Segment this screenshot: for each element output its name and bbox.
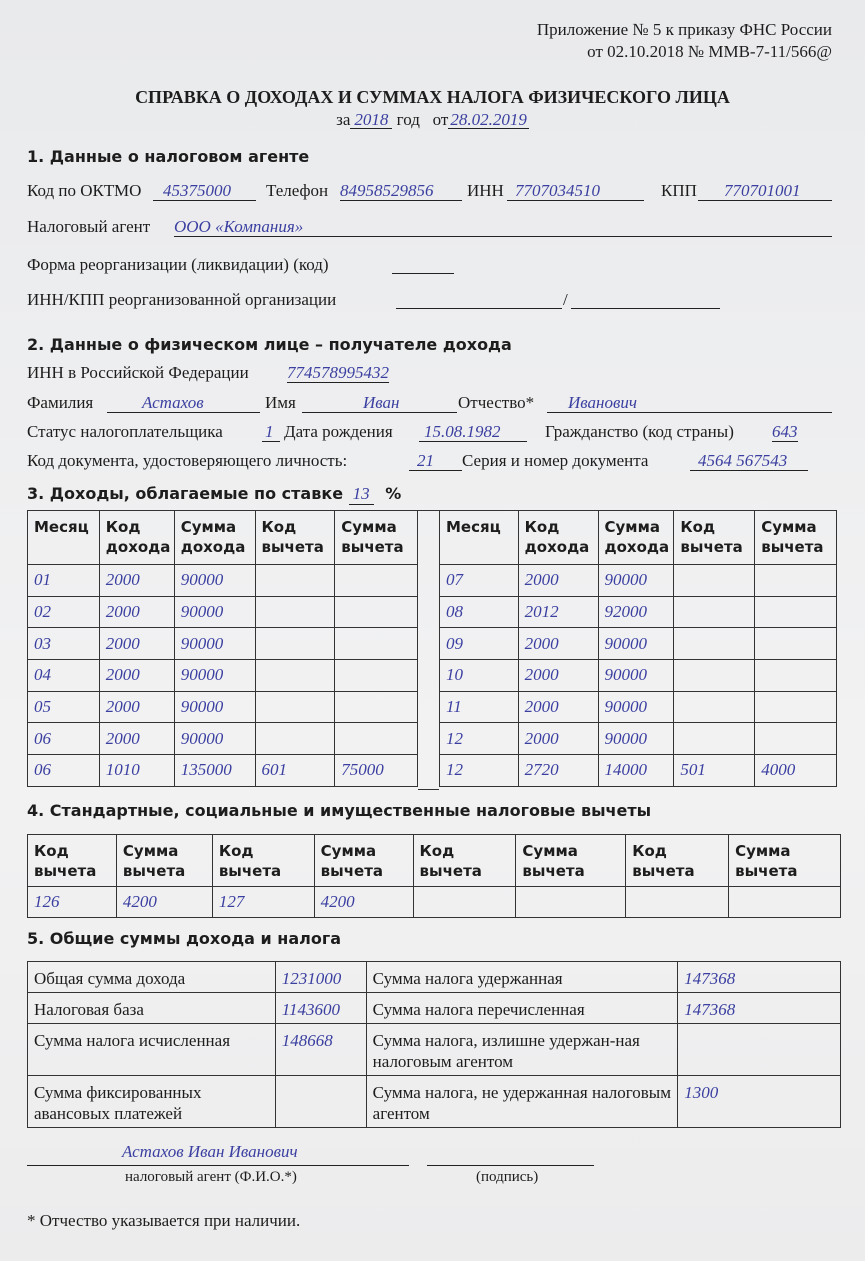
appendix-line-2: от 02.10.2018 № ММВ-7-11/566@ bbox=[587, 42, 832, 61]
birth-label: Дата рождения bbox=[284, 422, 393, 441]
period-god: год bbox=[396, 110, 420, 129]
income-cell: 02 bbox=[28, 596, 100, 628]
income-table-left bbox=[27, 510, 418, 787]
income-cell: 1010 bbox=[99, 755, 174, 787]
totals-label: Сумма налога перечисленная bbox=[366, 993, 678, 1024]
income-cell bbox=[255, 596, 335, 628]
totals-row bbox=[28, 1024, 841, 1076]
income-cell bbox=[255, 723, 335, 755]
income-cell bbox=[674, 596, 755, 628]
footnote: * Отчество указывается при наличии. bbox=[27, 1211, 301, 1230]
section-4-title: 4. Стандартные, социальные и имущественные налоговые вычеты bbox=[27, 801, 652, 820]
header-month: Месяц bbox=[440, 511, 519, 565]
doc-series-value: 4564 567543 bbox=[690, 451, 808, 471]
income-cell: 12 bbox=[440, 723, 519, 755]
deduction-cell bbox=[516, 887, 626, 918]
totals-value: 147368 bbox=[678, 962, 841, 993]
appendix-line-1: Приложение № 5 к приказу ФНС России bbox=[536, 20, 832, 39]
surname-label: Фамилия bbox=[27, 393, 94, 412]
birth-value: 15.08.1982 bbox=[419, 422, 527, 442]
income-cell: 90000 bbox=[174, 628, 255, 660]
income-row bbox=[440, 691, 837, 723]
income-cell: 2000 bbox=[518, 565, 598, 597]
reorg-label: Форма реорганизации (ликвидации) (код) bbox=[27, 255, 329, 274]
income-row bbox=[440, 596, 837, 628]
deduction-cell bbox=[413, 887, 516, 918]
income-cell: 90000 bbox=[174, 565, 255, 597]
income-cell: 2000 bbox=[99, 596, 174, 628]
table-gap bbox=[418, 510, 439, 790]
income-cell: 2000 bbox=[518, 691, 598, 723]
income-cell: 2000 bbox=[99, 565, 174, 597]
income-cell: 2000 bbox=[518, 723, 598, 755]
agent-fio-value: Астахов Иван Иванович bbox=[122, 1142, 298, 1161]
income-cell: 2720 bbox=[518, 755, 598, 787]
person-inn-label: ИНН в Российской Федерации bbox=[27, 363, 249, 382]
income-cell bbox=[755, 691, 837, 723]
totals-value: 1300 bbox=[678, 1076, 841, 1128]
income-cell: 07 bbox=[440, 565, 519, 597]
income-row bbox=[28, 691, 418, 723]
income-cell: 2000 bbox=[99, 691, 174, 723]
period-za: за bbox=[336, 110, 351, 129]
income-cell bbox=[755, 660, 837, 692]
income-cell: 03 bbox=[28, 628, 100, 660]
income-row bbox=[28, 628, 418, 660]
income-cell: 135000 bbox=[174, 755, 255, 787]
period-ot: от bbox=[432, 110, 449, 129]
header-deduction-code: Код вычета bbox=[255, 511, 335, 565]
phone-label: Телефон bbox=[266, 181, 329, 200]
income-row bbox=[28, 723, 418, 755]
period-line bbox=[0, 110, 865, 130]
header-income-code: Код дохода bbox=[99, 511, 174, 565]
totals-label: Сумма налога исчисленная bbox=[28, 1024, 276, 1076]
income-cell: 2012 bbox=[518, 596, 598, 628]
deduction-cell: 127 bbox=[212, 887, 314, 918]
income-cell: 90000 bbox=[174, 660, 255, 692]
deduction-cell bbox=[626, 887, 729, 918]
period-date: 28.02.2019 bbox=[450, 110, 527, 129]
income-row bbox=[440, 660, 837, 692]
deduction-cell: 4200 bbox=[116, 887, 212, 918]
header-deduction-code: Код вычета bbox=[28, 835, 117, 887]
income-cell: 92000 bbox=[598, 596, 674, 628]
doc-code-label: Код документа, удостоверяющего личность: bbox=[27, 451, 348, 470]
doc-code-value: 21 bbox=[409, 451, 462, 471]
income-row bbox=[440, 628, 837, 660]
income-cell bbox=[335, 691, 418, 723]
totals-value: 147368 bbox=[678, 993, 841, 1024]
header-deduction-sum: Сумма вычета bbox=[335, 511, 418, 565]
signature-line bbox=[427, 1165, 594, 1166]
totals-label: Общая сумма дохода bbox=[28, 962, 276, 993]
reorg-field bbox=[392, 273, 454, 274]
income-cell: 12 bbox=[440, 755, 519, 787]
income-cell bbox=[674, 565, 755, 597]
doc-series-label: Серия и номер документа bbox=[462, 451, 649, 470]
totals-table bbox=[27, 961, 841, 1128]
header-deduction-code: Код вычета bbox=[626, 835, 729, 887]
income-cell bbox=[674, 723, 755, 755]
header-deduction-code: Код вычета bbox=[674, 511, 755, 565]
income-cell bbox=[335, 565, 418, 597]
income-cell bbox=[674, 660, 755, 692]
reorg-kpp-field bbox=[571, 308, 720, 309]
header-income-code: Код дохода bbox=[518, 511, 598, 565]
reorg-inn-label: ИНН/КПП реорганизованной организации bbox=[27, 290, 337, 309]
income-cell: 75000 bbox=[335, 755, 418, 787]
income-cell: 2000 bbox=[99, 723, 174, 755]
income-cell bbox=[255, 565, 335, 597]
income-cell: 90000 bbox=[174, 596, 255, 628]
income-row bbox=[28, 565, 418, 597]
deduction-cell bbox=[729, 887, 841, 918]
totals-label: Сумма налога удержанная bbox=[366, 962, 678, 993]
citizenship-value: 643 bbox=[772, 422, 798, 441]
income-cell bbox=[255, 628, 335, 660]
income-cell: 14000 bbox=[598, 755, 674, 787]
section-2-title: 2. Данные о физическом лице – получателе дохода bbox=[27, 335, 512, 354]
deduction-cell: 4200 bbox=[314, 887, 413, 918]
period-year: 2018 bbox=[350, 111, 392, 129]
income-cell: 2000 bbox=[518, 660, 598, 692]
income-cell bbox=[674, 628, 755, 660]
section-3-title-text: 3. Доходы, облагаемые по ставке bbox=[27, 484, 344, 503]
income-cell bbox=[755, 596, 837, 628]
income-cell bbox=[255, 691, 335, 723]
income-row bbox=[28, 596, 418, 628]
kpp-value: 770701001 bbox=[698, 181, 832, 201]
income-cell: 2000 bbox=[518, 628, 598, 660]
header-income-sum: Сумма дохода bbox=[174, 511, 255, 565]
income-table-right bbox=[439, 510, 837, 787]
status-value: 1 bbox=[262, 422, 280, 442]
income-cell: 2000 bbox=[99, 660, 174, 692]
totals-value bbox=[275, 1076, 366, 1128]
section-1-title: 1. Данные о налоговом агенте bbox=[27, 147, 310, 166]
income-cell bbox=[335, 660, 418, 692]
income-cell bbox=[755, 565, 837, 597]
income-cell bbox=[335, 628, 418, 660]
reorg-inn-field bbox=[396, 308, 562, 309]
income-row bbox=[440, 755, 837, 787]
kpp-label: КПП bbox=[661, 181, 697, 200]
header-deduction-sum: Сумма вычета bbox=[755, 511, 837, 565]
income-cell: 10 bbox=[440, 660, 519, 692]
header-deduction-sum: Сумма вычета bbox=[516, 835, 626, 887]
rate-value: 13 bbox=[349, 484, 374, 505]
income-row bbox=[440, 565, 837, 597]
income-cell: 90000 bbox=[598, 723, 674, 755]
income-cell: 90000 bbox=[174, 723, 255, 755]
income-cell bbox=[335, 596, 418, 628]
totals-value: 1143600 bbox=[275, 993, 366, 1024]
income-cell: 90000 bbox=[598, 628, 674, 660]
income-cell: 09 bbox=[440, 628, 519, 660]
signature-caption: (подпись) bbox=[476, 1169, 539, 1185]
agent-value: ООО «Компания» bbox=[174, 217, 832, 237]
income-cell: 90000 bbox=[598, 660, 674, 692]
income-cell: 501 bbox=[674, 755, 755, 787]
inn-agent-label: ИНН bbox=[467, 181, 504, 200]
totals-row bbox=[28, 962, 841, 993]
person-inn-value: 774578995432 bbox=[287, 363, 389, 382]
header-deduction-sum: Сумма вычета bbox=[116, 835, 212, 887]
header-deduction-sum: Сумма вычета bbox=[314, 835, 413, 887]
totals-label: Сумма налога, излишне удержан-ная налоговым агентом bbox=[366, 1024, 678, 1076]
phone-value: 84958529856 bbox=[340, 181, 462, 201]
income-cell: 06 bbox=[28, 755, 100, 787]
income-row bbox=[28, 755, 418, 787]
oktmo-label: Код по ОКТМО bbox=[27, 181, 142, 200]
header-deduction-code: Код вычета bbox=[413, 835, 516, 887]
header-deduction-code: Код вычета bbox=[212, 835, 314, 887]
header-income-sum: Сумма дохода bbox=[598, 511, 674, 565]
document-title: СПРАВКА О ДОХОДАХ И СУММАХ НАЛОГА ФИЗИЧЕСКОГО ЛИЦА bbox=[135, 87, 730, 107]
totals-value: 1231000 bbox=[275, 962, 366, 993]
income-row bbox=[440, 723, 837, 755]
income-cell: 01 bbox=[28, 565, 100, 597]
totals-label: Налоговая база bbox=[28, 993, 276, 1024]
surname-value: Астахов bbox=[107, 393, 260, 413]
income-cell: 11 bbox=[440, 691, 519, 723]
income-row bbox=[28, 660, 418, 692]
totals-row bbox=[28, 993, 841, 1024]
income-cell: 90000 bbox=[598, 691, 674, 723]
name-value: Иван bbox=[302, 393, 457, 413]
income-cell: 4000 bbox=[755, 755, 837, 787]
totals-label: Сумма фиксированных авансовых платежей bbox=[28, 1076, 276, 1128]
status-label: Статус налогоплательщика bbox=[27, 422, 223, 441]
section-5-title: 5. Общие суммы дохода и налога bbox=[27, 929, 341, 948]
header-deduction-sum: Сумма вычета bbox=[729, 835, 841, 887]
income-cell bbox=[255, 660, 335, 692]
income-cell bbox=[755, 723, 837, 755]
section-3-title bbox=[27, 484, 401, 505]
income-cell bbox=[755, 628, 837, 660]
patronymic-value: Иванович bbox=[547, 393, 832, 413]
totals-label: Сумма налога, не удержанная налоговым агентом bbox=[366, 1076, 678, 1128]
totals-row bbox=[28, 1076, 841, 1128]
reorg-slash: / bbox=[563, 290, 568, 309]
deductions-table bbox=[27, 834, 841, 918]
income-cell: 90000 bbox=[174, 691, 255, 723]
income-cell: 601 bbox=[255, 755, 335, 787]
income-cell: 90000 bbox=[598, 565, 674, 597]
patronymic-label: Отчество* bbox=[458, 393, 535, 412]
inn-agent-value: 7707034510 bbox=[507, 181, 644, 201]
income-cell: 08 bbox=[440, 596, 519, 628]
agent-label: Налоговый агент bbox=[27, 217, 151, 236]
agent-fio-caption: налоговый агент (Ф.И.О.*) bbox=[125, 1169, 297, 1185]
income-cell: 04 bbox=[28, 660, 100, 692]
oktmo-value: 45375000 bbox=[153, 181, 256, 201]
deduction-cell: 126 bbox=[28, 887, 117, 918]
income-cell: 06 bbox=[28, 723, 100, 755]
citizenship-label: Гражданство (код страны) bbox=[545, 422, 734, 441]
totals-value bbox=[678, 1024, 841, 1076]
income-cell bbox=[335, 723, 418, 755]
name-label: Имя bbox=[265, 393, 296, 412]
income-cell: 05 bbox=[28, 691, 100, 723]
rate-percent: % bbox=[385, 484, 402, 503]
income-cell bbox=[674, 691, 755, 723]
header-month: Месяц bbox=[28, 511, 100, 565]
totals-value: 148668 bbox=[275, 1024, 366, 1076]
agent-fio-line bbox=[27, 1165, 409, 1166]
income-cell: 2000 bbox=[99, 628, 174, 660]
